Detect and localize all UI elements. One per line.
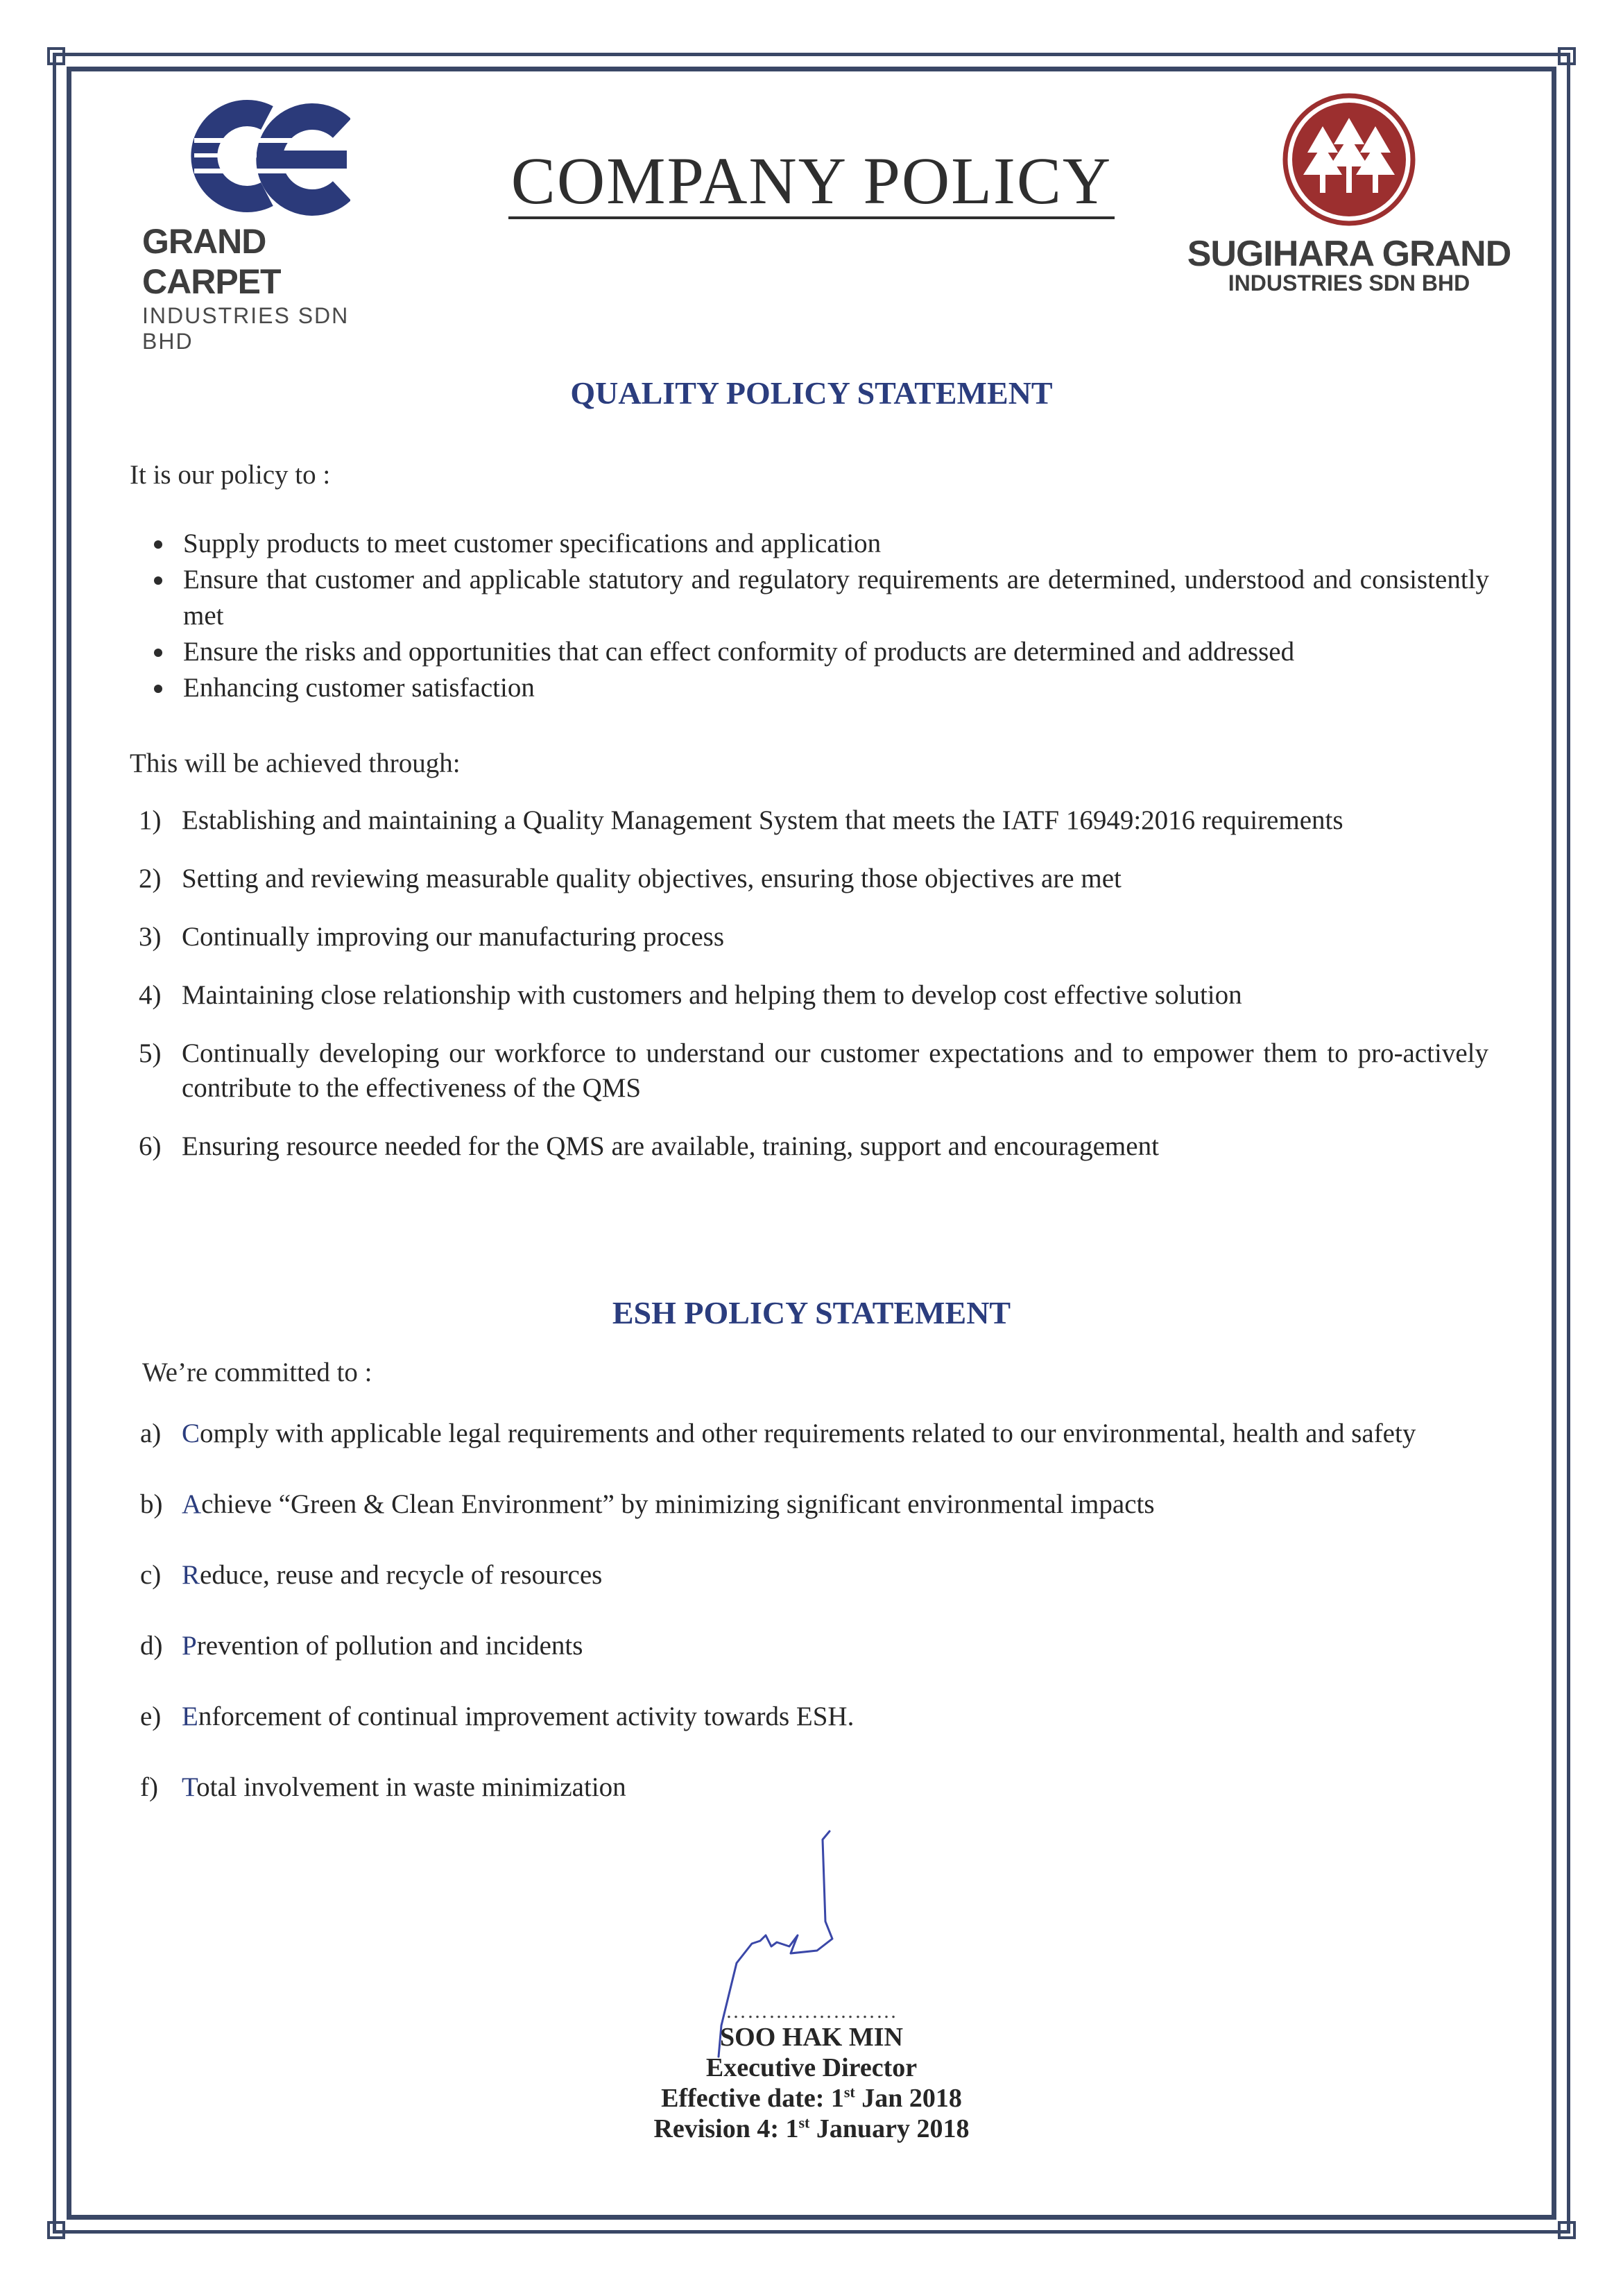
signatory-name: SOO HAK MIN xyxy=(720,2023,903,2052)
signature-line: …………………… xyxy=(725,2000,898,2023)
list-item: 1) Establishing and maintaining a Quality Management System that meets the IATF 16949:2016 requirements xyxy=(139,805,1343,835)
frame-corner-top-left xyxy=(47,47,65,65)
list-item: a) Comply with applicable legal requirements and other requirements related to our environmental, health and safety xyxy=(140,1419,1416,1448)
esh-policy-intro: We’re committed to : xyxy=(142,1357,372,1387)
grand-carpet-subtitle: INDUSTRIES SDN BHD xyxy=(142,303,350,354)
grand-carpet-name: GRAND CARPET xyxy=(142,222,281,301)
esh-policy-heading: ESH POLICY STATEMENT xyxy=(612,1295,1011,1330)
sugihara-grand-name: SUGIHARA GRAND xyxy=(1187,234,1511,274)
page-title: COMPANY POLICY xyxy=(486,142,1137,219)
list-item: c) Reduce, reuse and recycle of resources xyxy=(140,1560,603,1590)
frame-corner-bottom-right xyxy=(1558,2221,1576,2239)
grand-carpet-logo xyxy=(142,94,406,354)
sugihara-grand-subtitle: INDUSTRIES SDN BHD xyxy=(1228,271,1470,295)
esh-list xyxy=(140,1416,1520,1805)
revision-info: Revision 4: 1st January 2018 xyxy=(653,2114,970,2143)
quality-numbered-list xyxy=(139,803,1488,1164)
list-item: e) Enforcement of continual improvement activity towards ESH. xyxy=(140,1702,855,1731)
sugihara-grand-logo xyxy=(1169,90,1529,296)
list-item: 5) Continually developing our workforce to understand our customer expectations and to empower them to pro-actively contribute to the effectiveness of the QMS xyxy=(139,1038,1488,1103)
list-item: d) Prevention of pollution and incidents xyxy=(140,1631,583,1661)
list-item: 2) Setting and reviewing measurable quality objectives, ensuring those objectives are met xyxy=(139,864,1122,893)
list-item: Enhancing customer satisfaction xyxy=(147,670,1489,706)
quality-policy-heading: QUALITY POLICY STATEMENT xyxy=(570,375,1053,411)
signatory-role: Executive Director xyxy=(705,2053,918,2082)
list-item: f) Total involvement in waste minimization xyxy=(140,1772,626,1802)
gc-logo-icon xyxy=(163,94,350,219)
frame-corner-top-right xyxy=(1558,47,1576,65)
quality-policy-intro: It is our policy to : xyxy=(130,460,331,490)
list-item: b) Achieve “Green & Clean Environment” by minimizing significant environmental impacts xyxy=(140,1489,1155,1519)
list-item: 4) Maintaining close relationship with customers and helping them to develop cost effective solution xyxy=(139,980,1242,1010)
quality-bullet-list xyxy=(147,526,1489,706)
achieve-intro: This will be achieved through: xyxy=(130,748,461,778)
list-item: 6) Ensuring resource needed for the QMS are available, training, support and encouragement xyxy=(139,1131,1159,1161)
effective-date: Effective date: 1st Jan 2018 xyxy=(661,2083,962,2113)
frame-corner-bottom-left xyxy=(47,2221,65,2239)
sugihara-trees-logo-icon xyxy=(1280,90,1418,229)
signature-block xyxy=(603,2001,1020,2144)
list-item: Supply products to meet customer specifications and application xyxy=(147,526,1489,562)
list-item: Ensure the risks and opportunities that can effect conformity of products are determined and addressed xyxy=(147,634,1489,670)
list-item: 3) Continually improving our manufacturing process xyxy=(139,922,725,952)
list-item: Ensure that customer and applicable statutory and regulatory requirements are determined, understood and consistently met xyxy=(147,562,1489,634)
